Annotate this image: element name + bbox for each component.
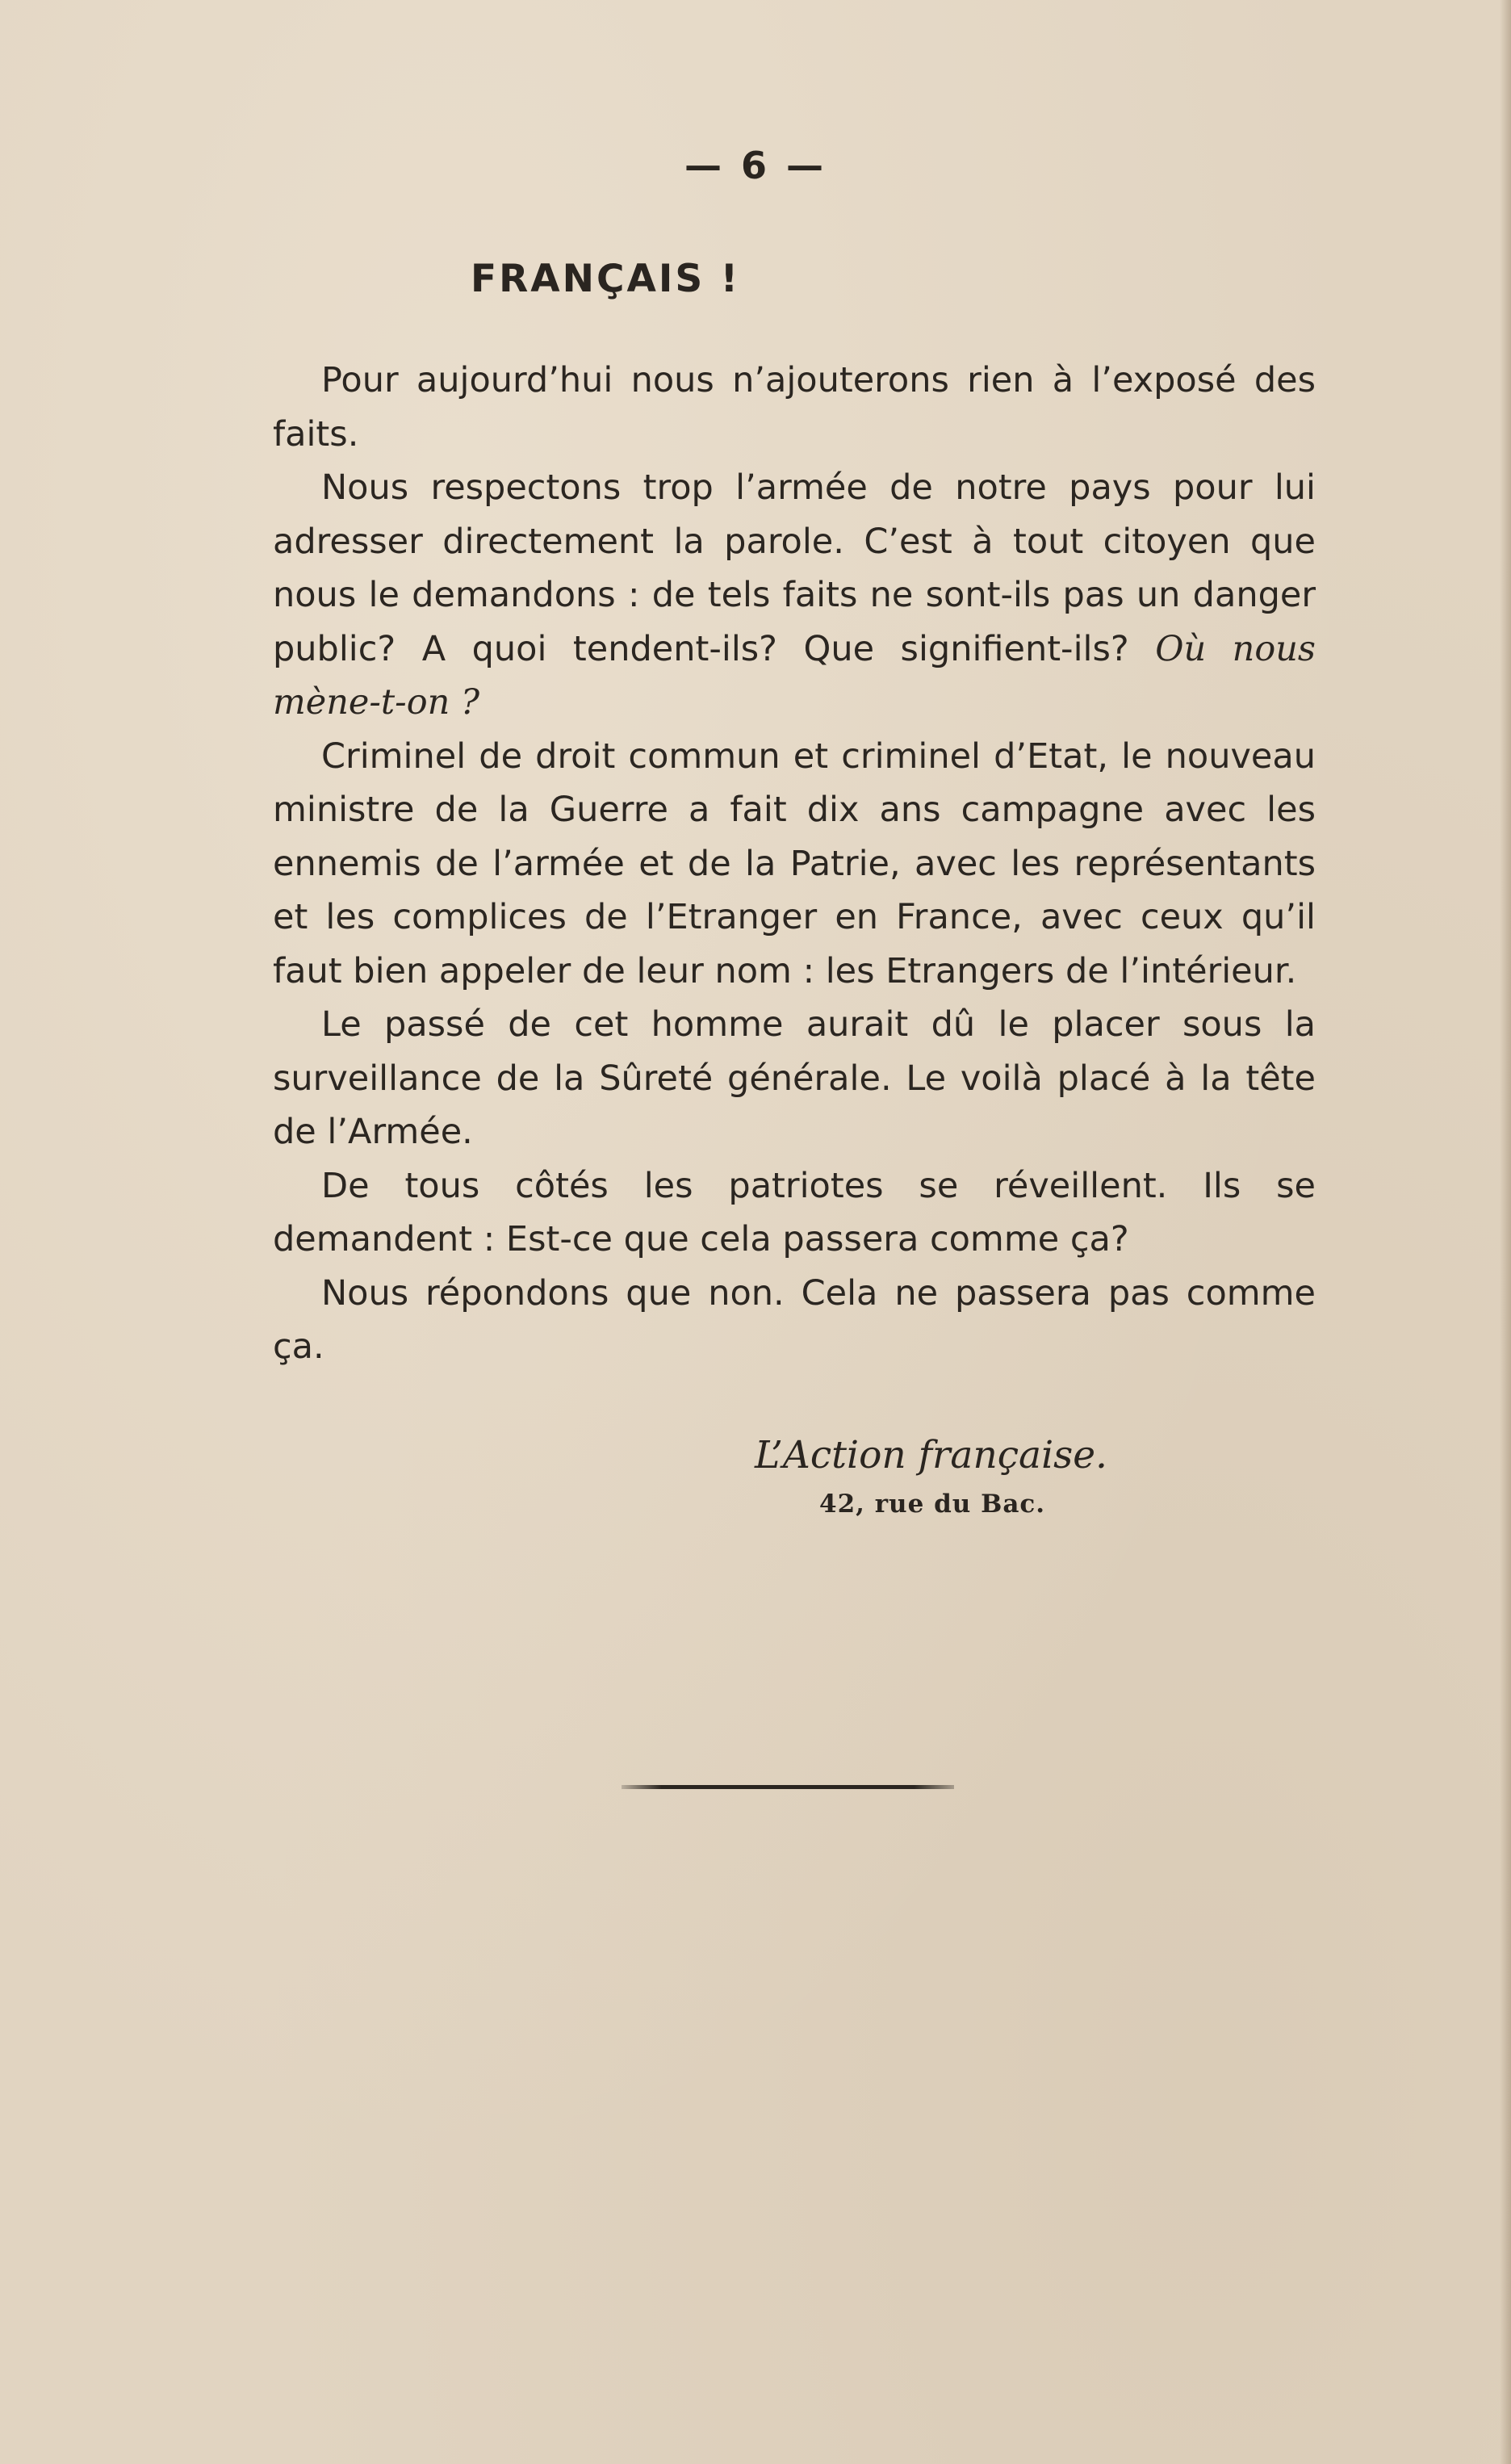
signature: L’Action française. (755, 1433, 1107, 1477)
paragraph-1: Pour aujourd’hui nous n’ajouterons rien à l’exposé des faits. (273, 360, 1316, 455)
paragraph-2-text: Nous respectons trop l’armée de notre pays pour lui adresser directement la parole. C’est à tout citoyen que nous le demandons : de tels faits ne sont-ils pas un danger public? A quoi tendent-ils? Que signifient-ils? (273, 467, 1316, 669)
page-number: — 6 — (684, 144, 827, 187)
paragraph-5: De tous côtés les patriotes se réveillent. Ils se demandent : Est-ce que cela passera comme ça? (273, 1165, 1316, 1259)
body-text (273, 354, 1316, 1374)
paragraph-2 (273, 461, 1316, 730)
paragraph-6: Nous répondons que non. Cela ne passera pas comme ça. (273, 1272, 1316, 1367)
address: 42, rue du Bac. (819, 1490, 1046, 1519)
paragraph-2-italic: Où nous mène-t-on ? (273, 628, 1316, 723)
end-rule (622, 1785, 954, 1789)
heading: FRANÇAIS ! (471, 257, 741, 301)
page-edge (1500, 0, 1511, 2464)
paragraph-4: Le passé de cet homme aurait dû le placer sous la surveillance de la Sûreté générale. Le voilà placé à la tête de l’Armée. (273, 1004, 1316, 1152)
paragraph-3: Criminel de droit commun et criminel d’Etat, le nouveau ministre de la Guerre a fait dix ans campagne avec les ennemis de l’armée et de la Patrie, avec les représentants et les complices de l’Etranger en France, avec ceux qu’il faut bien appeler de leur nom : les Etrangers de l’intérieur. (273, 735, 1316, 991)
